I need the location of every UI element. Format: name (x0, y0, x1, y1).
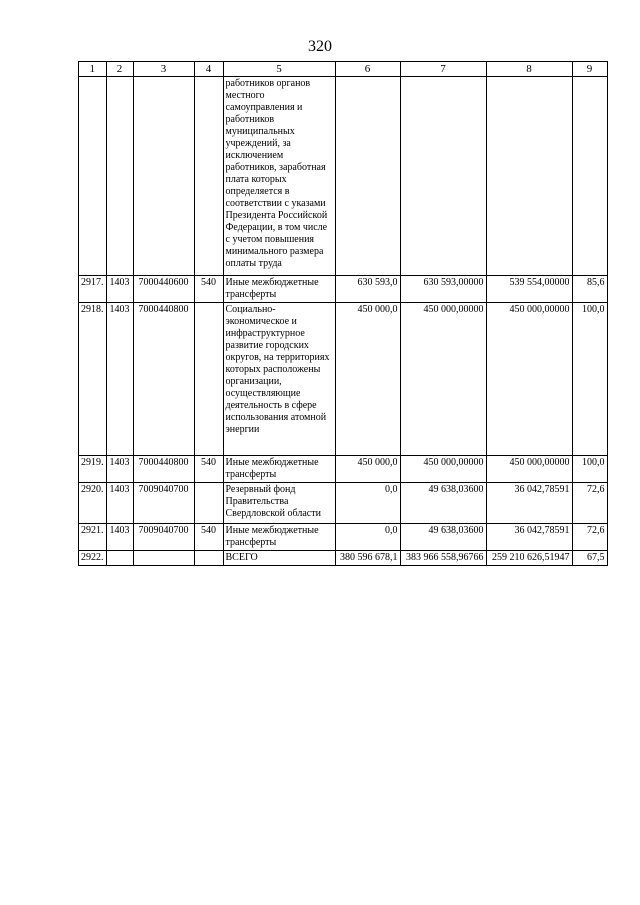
section-code: 1403 (106, 276, 133, 303)
column-header: 5 (223, 62, 335, 77)
section-code: 1403 (106, 524, 133, 551)
refined-amount: 49 638,03600 (400, 524, 486, 551)
expense-type-code: 540 (194, 276, 223, 303)
expense-type-code (194, 303, 223, 456)
planned-amount: 0,0 (335, 483, 400, 524)
target-article-code (133, 551, 194, 566)
table-row (79, 483, 608, 524)
table-header-row (79, 62, 608, 77)
budget-table (78, 61, 608, 566)
item-name: работников органов местного самоуправления и работников муниципальных учреждений, за исключением работников, заработная плата которых определяется в соответствии с указами Президента Российской Федерации, в том числе с учетом повышения минимального размера оплаты труда (223, 77, 335, 276)
section-code (106, 551, 133, 566)
column-header: 7 (400, 62, 486, 77)
table-row (79, 551, 608, 566)
planned-amount (335, 77, 400, 276)
target-article-code: 7009040700 (133, 524, 194, 551)
executed-amount (486, 77, 572, 276)
refined-amount (400, 77, 486, 276)
executed-amount: 450 000,00000 (486, 303, 572, 456)
expense-type-code (194, 77, 223, 276)
item-name: Иные межбюджетные трансферты (223, 524, 335, 551)
target-article-code (133, 77, 194, 276)
expense-type-code: 540 (194, 524, 223, 551)
table-row (79, 276, 608, 303)
execution-percent: 85,6 (572, 276, 607, 303)
section-code: 1403 (106, 456, 133, 483)
column-header: 6 (335, 62, 400, 77)
planned-amount: 450 000,0 (335, 303, 400, 456)
refined-amount: 450 000,00000 (400, 303, 486, 456)
column-header: 9 (572, 62, 607, 77)
row-number (79, 77, 107, 276)
item-name: Социально-экономическое и инфраструктурное развитие городских округов, на территориях которых расположены организации, осуществляющие деятельность в сфере использования атомной энергии (223, 303, 335, 456)
execution-percent (572, 77, 607, 276)
refined-amount: 450 000,00000 (400, 456, 486, 483)
planned-amount: 630 593,0 (335, 276, 400, 303)
table-row (79, 524, 608, 551)
expense-type-code (194, 551, 223, 566)
expense-type-code: 540 (194, 456, 223, 483)
target-article-code: 7000440800 (133, 303, 194, 456)
expense-type-code (194, 483, 223, 524)
section-code (106, 77, 133, 276)
item-name: ВСЕГО (223, 551, 335, 566)
target-article-code: 7000440800 (133, 456, 194, 483)
planned-amount: 380 596 678,1 (335, 551, 400, 566)
row-number: 2922. (79, 551, 107, 566)
row-number: 2921. (79, 524, 107, 551)
item-name: Резервный фонд Правительства Свердловской области (223, 483, 335, 524)
execution-percent: 100,0 (572, 456, 607, 483)
row-number: 2917. (79, 276, 107, 303)
execution-percent: 72,6 (572, 483, 607, 524)
item-name: Иные межбюджетные трансферты (223, 276, 335, 303)
row-number: 2919. (79, 456, 107, 483)
execution-percent: 67,5 (572, 551, 607, 566)
row-number: 2918. (79, 303, 107, 456)
column-header: 3 (133, 62, 194, 77)
column-header: 4 (194, 62, 223, 77)
row-number: 2920. (79, 483, 107, 524)
item-name: Иные межбюджетные трансферты (223, 456, 335, 483)
execution-percent: 72,6 (572, 524, 607, 551)
refined-amount: 630 593,00000 (400, 276, 486, 303)
refined-amount: 49 638,03600 (400, 483, 486, 524)
executed-amount: 259 210 626,51947 (486, 551, 572, 566)
planned-amount: 450 000,0 (335, 456, 400, 483)
column-header: 1 (79, 62, 107, 77)
planned-amount: 0,0 (335, 524, 400, 551)
table-row (79, 303, 608, 456)
table-row (79, 77, 608, 276)
executed-amount: 36 042,78591 (486, 524, 572, 551)
section-code: 1403 (106, 303, 133, 456)
refined-amount: 383 966 558,96766 (400, 551, 486, 566)
target-article-code: 7000440600 (133, 276, 194, 303)
target-article-code: 7009040700 (133, 483, 194, 524)
section-code: 1403 (106, 483, 133, 524)
page-number: 320 (308, 38, 332, 55)
executed-amount: 36 042,78591 (486, 483, 572, 524)
column-header: 2 (106, 62, 133, 77)
execution-percent: 100,0 (572, 303, 607, 456)
executed-amount: 539 554,00000 (486, 276, 572, 303)
executed-amount: 450 000,00000 (486, 456, 572, 483)
table-row (79, 456, 608, 483)
column-header: 8 (486, 62, 572, 77)
